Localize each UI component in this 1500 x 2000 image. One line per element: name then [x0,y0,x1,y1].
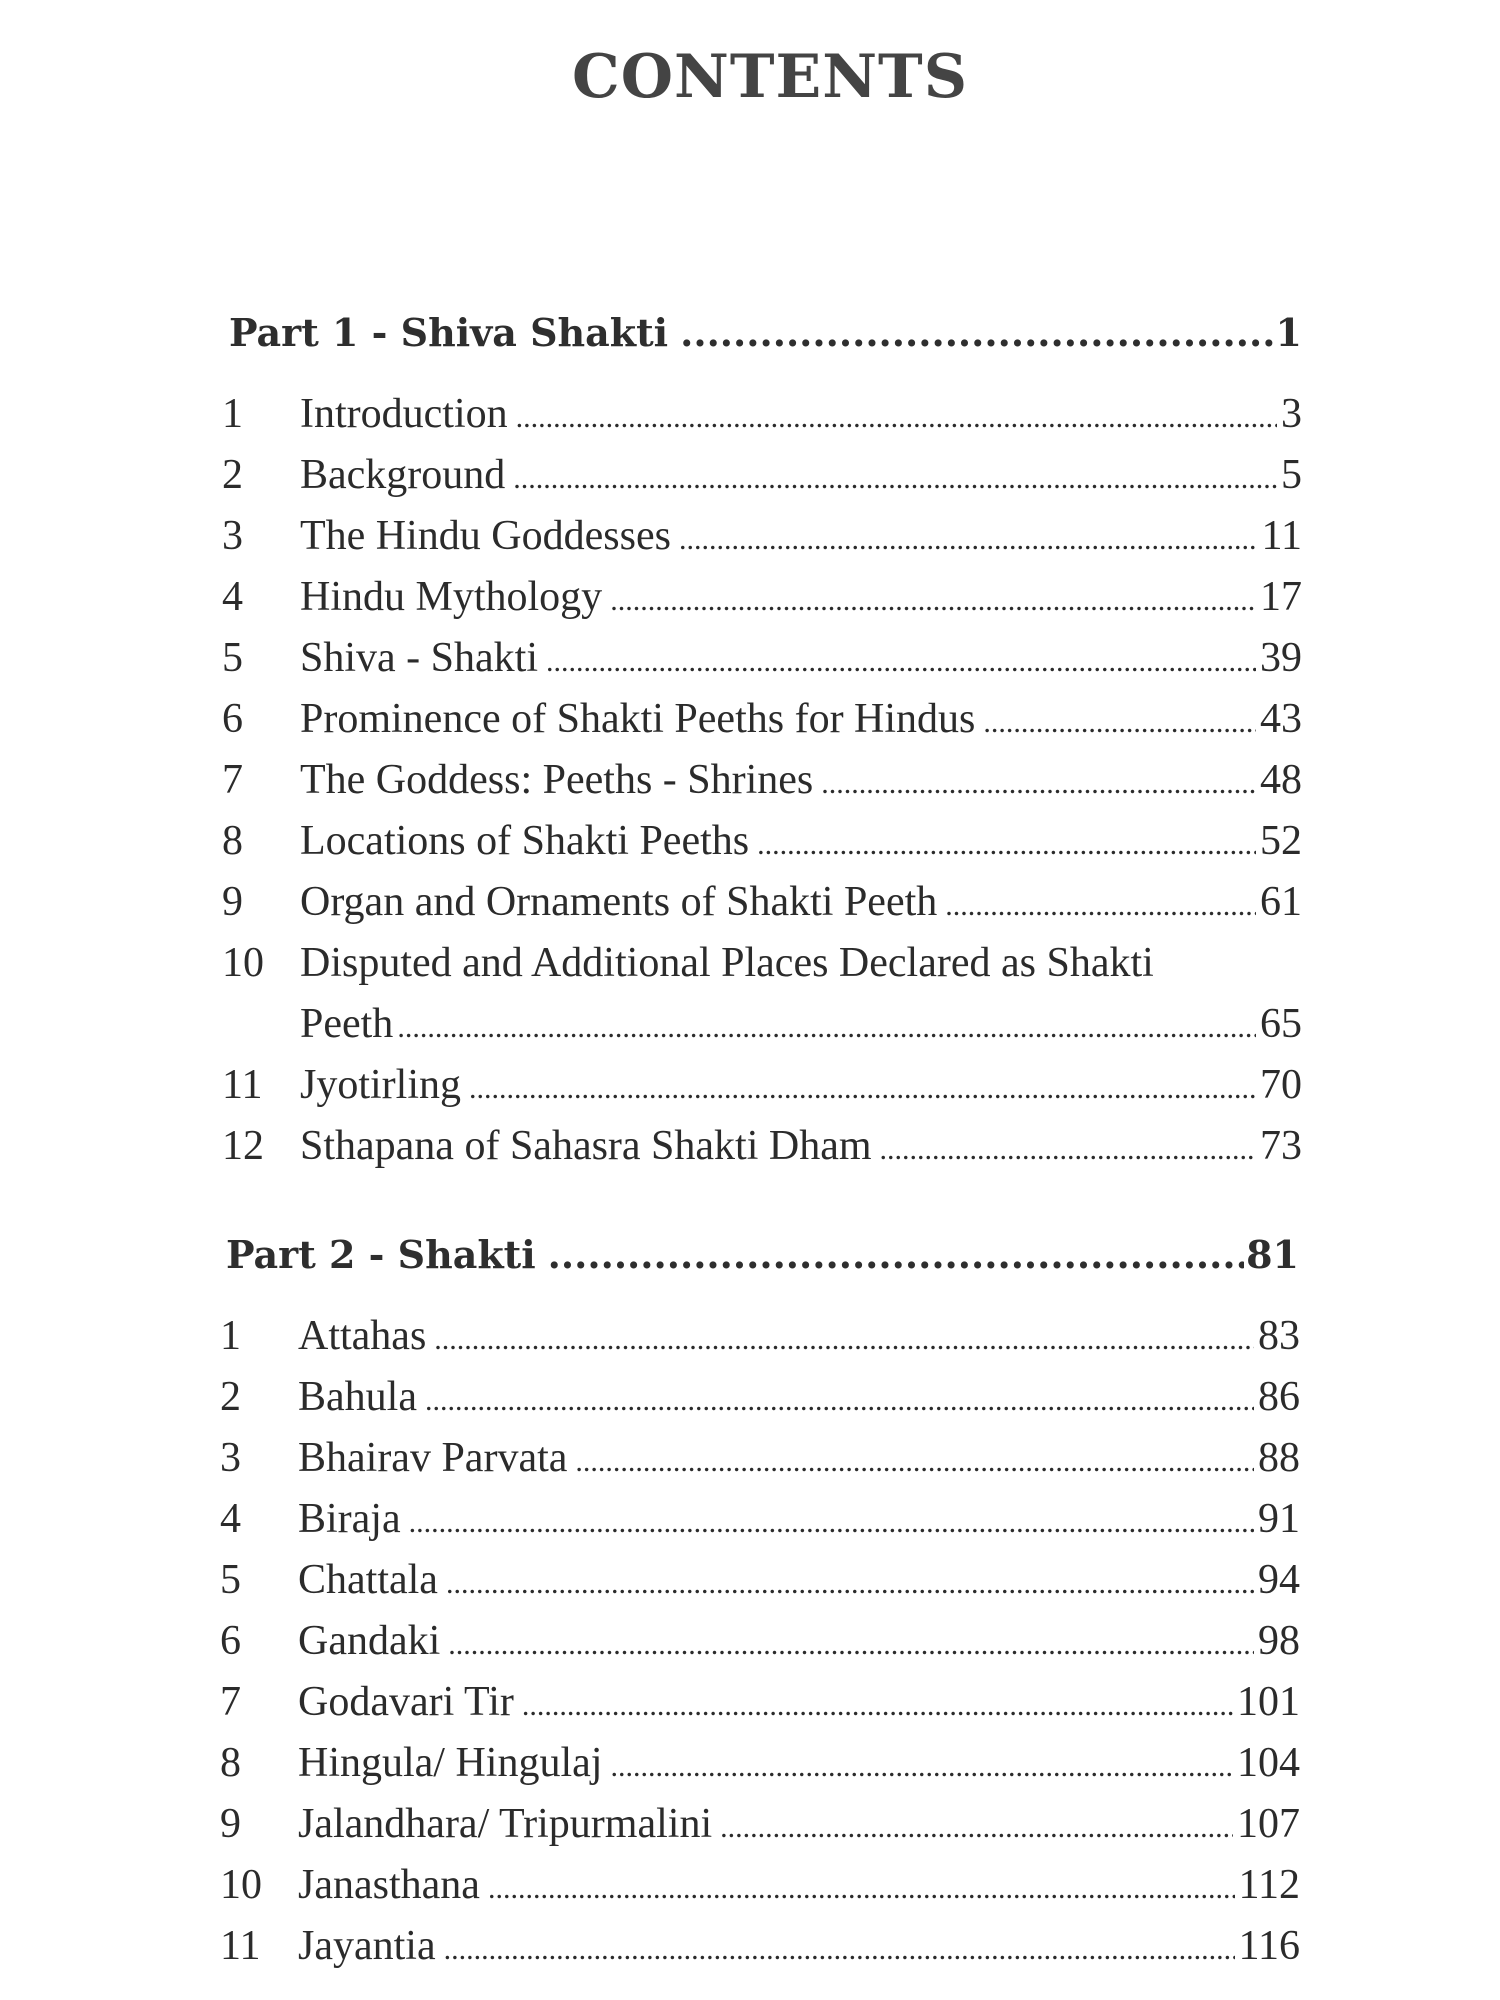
entry-number: 9 [222,879,243,925]
entry-label: Attahas [298,1313,427,1359]
entry-page: 83 [1258,1313,1300,1359]
leader-dots [488,1872,1235,1906]
entry-page: 65 [1260,1001,1302,1047]
toc-entry [222,573,1302,631]
toc-entry [222,695,1302,753]
entry-number: 4 [222,574,243,620]
leader-dots [409,1506,1254,1540]
part-2-heading [226,1232,1299,1292]
entry-number: 2 [220,1374,241,1420]
entry-page: 107 [1237,1801,1300,1847]
entry-number: 2 [222,452,243,498]
entry-number: 9 [220,1801,241,1847]
toc-entry [222,817,1302,875]
toc-entry [222,939,1302,997]
entry-label: Background [300,452,506,498]
part-heading-page: 81 [1246,1232,1299,1277]
entry-number: 1 [220,1313,241,1359]
entry-label: Janasthana [298,1862,480,1908]
entry-page: 43 [1260,696,1302,742]
entry-label: Organ and Ornaments of Shakti Peeth [300,879,938,925]
entry-label: Bhairav Parvata [298,1435,568,1481]
entry-number: 10 [222,940,264,986]
entry-number: 8 [220,1740,241,1786]
entry-number: 5 [222,635,243,681]
toc-entry-continuation [300,1000,1302,1058]
entry-number: 7 [222,757,243,803]
leader-dots [546,645,1256,679]
page-title: CONTENTS [571,42,969,112]
entry-label: Gandaki [298,1618,441,1664]
entry-page: 52 [1260,818,1302,864]
toc-entry [222,390,1302,448]
entry-label: Bahula [298,1374,417,1420]
entry-page: 61 [1260,879,1302,925]
part-heading-label: Part 2 - Shakti [226,1232,536,1277]
toc-entry [222,878,1302,936]
entry-label: The Goddess: Peeths - Shrines [300,757,814,803]
leader-dots [425,1384,1254,1418]
entry-page: 101 [1237,1679,1300,1725]
leader-dots [516,401,1277,435]
leader-dots [720,1811,1233,1845]
part-heading-label: Part 1 - Shiva Shakti [229,310,669,355]
entry-page: 98 [1258,1618,1300,1664]
leader-dots [434,1323,1254,1357]
entry-label: Locations of Shakti Peeths [300,818,750,864]
entry-label: Introduction [300,391,508,437]
entry-number: 3 [220,1435,241,1481]
leader-dots [757,828,1256,862]
leader-dots [446,1567,1254,1601]
leader-dots [575,1445,1254,1479]
entry-page: 3 [1281,391,1302,437]
entry-number: 1 [222,391,243,437]
entry-page: 104 [1237,1740,1300,1786]
entry-page: 94 [1258,1557,1300,1603]
entry-number: 11 [222,1062,263,1108]
entry-page: 91 [1258,1496,1300,1542]
toc-entry [222,756,1302,814]
toc-entry [222,634,1302,692]
entry-number: 5 [220,1557,241,1603]
entry-label: Hindu Mythology [300,574,603,620]
entry-number: 8 [222,818,243,864]
leader-dots [444,1933,1235,1967]
entry-page: 86 [1258,1374,1300,1420]
leader-dots [680,310,1273,355]
leader-dots [821,767,1256,801]
toc-entry [220,1556,1300,1614]
entry-label: Jalandhara/ Tripurmalini [298,1801,713,1847]
entry-page: 11 [1261,513,1302,559]
entry-page: 48 [1260,757,1302,803]
toc-entry [220,1922,1300,1980]
toc-entry [222,1061,1302,1119]
leader-dots [610,584,1256,618]
entry-number: 10 [220,1862,262,1908]
entry-label-continuation: Peeth [300,1001,394,1047]
toc-entry [220,1800,1300,1858]
entry-label: Jayantia [298,1923,436,1969]
entry-number: 7 [220,1679,241,1725]
leader-dots [610,1750,1233,1784]
entry-label: Hingula/ Hingulaj [298,1740,603,1786]
toc-entry [220,1861,1300,1919]
entry-page: 88 [1258,1435,1300,1481]
entry-label: Chattala [298,1557,438,1603]
leader-dots [469,1072,1256,1106]
leader-dots [679,523,1258,557]
leader-dots [448,1628,1254,1662]
entry-page: 116 [1238,1923,1300,1969]
toc-entry [220,1739,1300,1797]
toc-entry [220,1312,1300,1370]
toc-entry [220,1617,1300,1675]
leader-dots [397,1011,1256,1045]
leader-dots [945,889,1256,923]
entry-number: 3 [222,513,243,559]
entry-page: 70 [1260,1062,1302,1108]
entry-number: 4 [220,1496,241,1542]
toc-entry [222,512,1302,570]
entry-number: 12 [222,1123,264,1169]
entry-number: 6 [222,696,243,742]
leader-dots [522,1689,1233,1723]
entry-page: 73 [1260,1123,1302,1169]
entry-label: Shiva - Shakti [300,635,538,681]
entry-number: 11 [220,1923,261,1969]
toc-entry [220,1434,1300,1492]
entry-label: Jyotirling [300,1062,462,1108]
toc-entry [220,1495,1300,1553]
leader-dots [513,462,1277,496]
entry-page: 39 [1260,635,1302,681]
entry-label: Sthapana of Sahasra Shakti Dham [300,1123,872,1169]
entry-page: 5 [1281,452,1302,498]
part-1-heading [229,310,1302,370]
part-heading-page: 1 [1275,310,1302,355]
toc-entry [222,1122,1302,1180]
toc-entry [222,451,1302,509]
leader-dots [983,706,1256,740]
entry-page: 112 [1238,1862,1300,1908]
entry-number: 6 [220,1618,241,1664]
toc-entry [220,1373,1300,1431]
entry-label: The Hindu Goddesses [300,513,671,559]
entry-page: 17 [1260,574,1302,620]
entry-label: Disputed and Additional Places Declared as Shakti [300,940,1154,986]
leader-dots [548,1232,1244,1277]
entry-label: Godavari Tir [298,1679,514,1725]
entry-label: Prominence of Shakti Peeths for Hindus [300,696,976,742]
leader-dots [880,1133,1256,1167]
toc-entry [220,1678,1300,1736]
entry-label: Biraja [298,1496,401,1542]
